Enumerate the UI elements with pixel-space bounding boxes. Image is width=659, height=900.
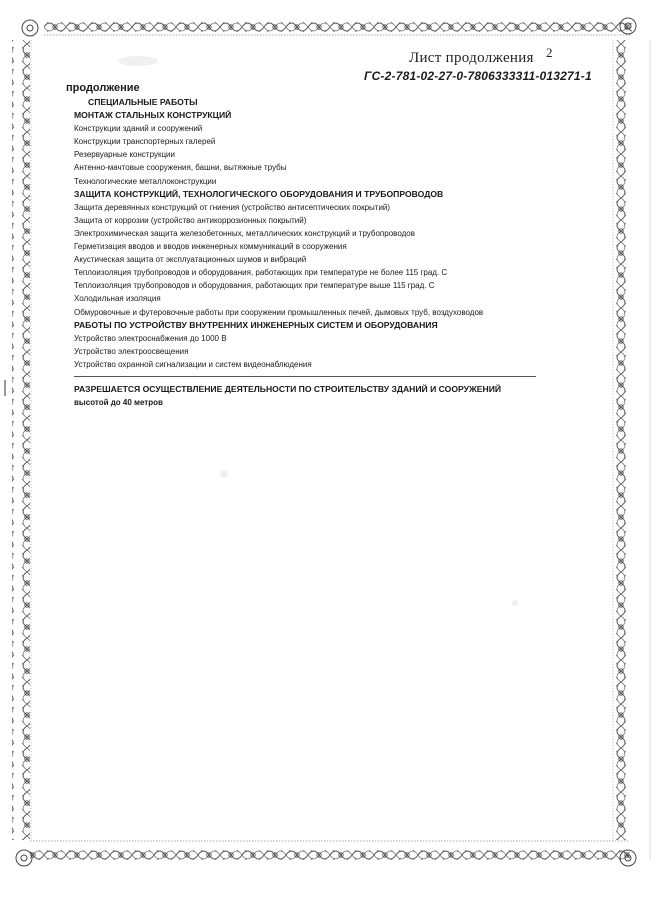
scan-smudge [118,56,158,66]
list-item: Конструкции транспортерных галерей [74,137,216,147]
separator-line [74,376,536,377]
list-item: Теплоизоляция трубопроводов и оборудования, работающих при температуре выше 115 град. С [74,281,435,291]
section-special-works: СПЕЦИАЛЬНЫЕ РАБОТЫ [88,97,198,107]
section-internal-systems: РАБОТЫ ПО УСТРОЙСТВУ ВНУТРЕННИХ ИНЖЕНЕРНЫХ СИСТЕМ И ОБОРУДОВАНИЯ [74,319,438,330]
list-item: Конструкции зданий и сооружений [74,124,203,134]
list-item: Устройство электроснабжения до 1000 В [74,333,227,343]
list-item: Электрохимическая защита железобетонных, металлических конструкций и трубопроводов [74,228,415,238]
list-item: Устройство электроосвещения [74,346,189,356]
list-item: Герметизация вводов и вводов инженерных коммуникаций в сооружения [74,242,347,252]
section-steel-structures: МОНТАЖ СТАЛЬНЫХ КОНСТРУКЦИЙ [74,110,232,121]
continuation-label: продолжение [66,82,140,94]
permission-height-limit: высотой до 40 метров [74,398,163,408]
section-protection: ЗАЩИТА КОНСТРУКЦИЙ, ТЕХНОЛОГИЧЕСКОГО ОБОРУДОВАНИЯ И ТРУБОПРОВОДОВ [74,188,444,199]
list-item: Антенно-мачтовые сооружения, башни, вытяжные трубы [74,163,287,173]
list-item: Акустическая защита от эксплуатационных шумов и вибраций [74,255,307,265]
work-types-list [74,96,544,409]
list-item: Резервуарные конструкции [74,150,175,160]
list-item: Технологические металлоконструкции [74,176,217,186]
list-item: Защита деревянных конструкций от гниения (устройство антисептических покрытий) [74,202,391,212]
list-item: Теплоизоляция трубопроводов и оборудования, работающих при температуре не более 115 град. С [74,268,448,278]
list-item: Холодильная изоляция [74,294,161,304]
list-item: Защита от коррозии (устройство антикоррозионных покрытий) [74,215,307,225]
sheet-title: Лист продолжения [409,50,534,66]
list-item: Обмуровочные и футеровочные работы при сооружении промышленных печей, дымовых труб, воздуховодов [74,307,484,317]
certificate-number: ГС-2-781-02-27-0-7806333311-013271-1 [364,69,592,83]
page-number: 2 [546,45,553,60]
permission-statement: РАЗРЕШАЕТСЯ ОСУЩЕСТВЛЕНИЕ ДЕЯТЕЛЬНОСТИ ПО СТРОИТЕЛЬСТВУ ЗДАНИЙ И СООРУЖЕНИЙ [74,383,502,394]
list-item: Устройство охранной сигнализации и систем видеонаблюдения [74,359,312,369]
scan-smudge [220,470,228,478]
scan-smudge [512,600,518,606]
